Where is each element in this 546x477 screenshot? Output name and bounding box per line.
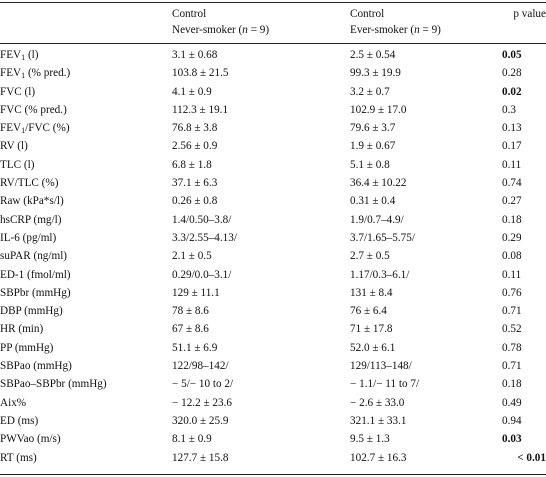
never-smoker-value: − 5/− 10 to 2/ [172,378,234,391]
row-label: Raw (kPa*s/l) [0,195,64,208]
ever-smoker-value: − 2.6 ± 33.0 [350,396,405,409]
ever-smoker-value: 71 ± 17.8 [350,323,393,336]
table-top-rule [0,2,546,3]
table-row [0,46,546,64]
header-never-line2: Never-smoker (n = 9) [172,24,270,36]
p-value: 0.11 [502,158,522,171]
row-label: PWVao (m/s) [0,433,61,446]
ever-smoker-value: 5.1 ± 0.8 [350,158,390,171]
ever-smoker-value: 102.7 ± 16.3 [350,451,407,464]
p-value: 0.28 [502,67,522,80]
table-row [0,156,546,174]
ever-smoker-value: 79.6 ± 3.7 [350,122,396,135]
p-value: 0.71 [502,360,522,373]
ever-smoker-value: 129/113–148/ [350,360,412,373]
ever-smoker-value: 1.17/0.3–6.1/ [350,268,410,281]
never-smoker-value: 6.8 ± 1.8 [172,158,212,171]
row-label: FVC (% pred.) [0,103,67,116]
table-row [0,412,546,430]
table-row [0,375,546,393]
p-value: 0.74 [502,177,522,190]
row-label: FVC (l) [0,85,36,98]
ever-smoker-value: 99.3 ± 19.9 [350,67,401,80]
p-value-significant: 0.03 [502,433,522,446]
never-smoker-value: 112.3 ± 19.1 [172,103,229,116]
never-smoker-value: 2.56 ± 0.9 [172,140,218,153]
never-smoker-value: 3.3/2.55–4.13/ [172,231,237,244]
p-value: 0.71 [502,305,522,318]
row-label: RT (ms) [0,451,37,464]
table-row [0,247,546,265]
p-value: 0.49 [502,396,522,409]
ever-smoker-value: 321.1 ± 33.1 [350,414,407,427]
never-smoker-value: 103.8 ± 21.5 [172,67,229,80]
never-smoker-value: 320.0 ± 25.9 [172,414,229,427]
header-ever-line2: Ever-smoker (n = 9) [350,24,441,36]
p-value: 0.52 [502,323,522,336]
row-label: TLC (l) [0,158,35,171]
never-smoker-value: 1.4/0.50–3.8/ [172,213,232,226]
row-label: Aix% [0,396,27,409]
ever-smoker-value: 131 ± 8.4 [350,286,393,299]
table-row [0,302,546,320]
row-label: ED-1 (fmol/ml) [0,268,71,281]
table-row [0,211,546,229]
ever-smoker-value: 0.31 ± 0.4 [350,195,396,208]
table-header-rule [0,43,546,44]
never-smoker-value: 37.1 ± 6.3 [172,177,218,190]
ever-smoker-value: 9.5 ± 1.3 [350,433,390,446]
table-row [0,320,546,338]
header-never-smoker [172,6,269,38]
header-never-line1: Control [172,8,207,20]
ever-smoker-value: 3.7/1.65–5.75/ [350,231,415,244]
header-ever-line1: Control [350,8,385,20]
row-label: RV/TLC (%) [0,177,59,190]
table-row [0,266,546,284]
ever-smoker-value: 102.9 ± 17.0 [350,103,407,116]
never-smoker-value: 2.1 ± 0.5 [172,250,212,263]
row-label: hsCRP (mg/l) [0,213,62,226]
p-value: 0.08 [502,250,522,263]
table-row [0,101,546,119]
header-p-value: p value [513,8,546,20]
row-label: HR (min) [0,323,44,336]
ever-smoker-value: 1.9/0.7–4.9/ [350,213,404,226]
table-row [0,119,546,137]
never-smoker-value: 127.7 ± 15.8 [172,451,229,464]
never-smoker-value: 122/98–142/ [172,360,229,373]
table-row [0,284,546,302]
ever-smoker-value: 2.7 ± 0.5 [350,250,390,263]
p-value: 0.94 [502,414,522,427]
never-smoker-value: 67 ± 8.6 [172,323,209,336]
ever-smoker-value: 3.2 ± 0.7 [350,85,390,98]
never-smoker-value: 0.26 ± 0.8 [172,195,218,208]
p-value-significant: 0.02 [502,85,522,98]
ever-smoker-value: 76 ± 6.4 [350,305,387,318]
row-label: IL-6 (pg/ml) [0,231,57,244]
p-value: 0.27 [502,195,522,208]
never-smoker-value: 76.8 ± 3.8 [172,122,218,135]
ever-smoker-value: − 1.1/− 11 to 7/ [350,378,420,391]
header-ever-smoker [350,6,441,38]
row-label: suPAR (ng/ml) [0,250,68,263]
row-label: DBP (mmHg) [0,305,63,318]
p-value: 0.76 [502,286,522,299]
row-label: $FEV_1$ (l) [0,49,39,62]
p-value: 0.13 [502,122,522,135]
p-value: 0.17 [502,140,522,153]
table-row [0,64,546,82]
p-value: 0.18 [502,213,522,226]
row-label: SBPao (mmHg) [0,360,72,373]
table-body [0,46,546,467]
never-smoker-value: 8.1 ± 0.9 [172,433,212,446]
never-smoker-value: 51.1 ± 6.9 [172,341,218,354]
p-value: 0.18 [502,378,522,391]
p-value: 0.11 [502,268,522,281]
never-smoker-value: 3.1 ± 0.68 [172,49,218,61]
p-value-significant: < 0.01 [517,451,546,464]
p-value-significant: 0.05 [502,49,522,61]
table-row [0,430,546,448]
row-label: ED (ms) [0,414,39,427]
row-label: SBPbr (mmHg) [0,286,71,299]
ever-smoker-value: 36.4 ± 10.22 [350,177,407,190]
table-row [0,174,546,192]
row-label: PP (mmHg) [0,341,54,354]
table-row [0,339,546,357]
row-label: RV (l) [0,140,28,153]
table-row [0,192,546,210]
row-label: $FEV_1$ (% pred.) [0,67,71,81]
p-value: 0.3 [502,103,516,116]
table-bottom-rule [0,474,546,475]
never-smoker-value: 0.29/0.0–3.1/ [172,268,232,281]
table-row [0,394,546,412]
p-value: 0.78 [502,341,522,354]
row-label: SBPao–SBPbr (mmHg) [0,378,107,391]
never-smoker-value: − 12.2 ± 23.6 [172,396,232,409]
ever-smoker-value: 2.5 ± 0.54 [350,49,396,61]
table-row [0,357,546,375]
table-row [0,137,546,155]
p-value: 0.29 [502,231,522,244]
table-row [0,229,546,247]
ever-smoker-value: 1.9 ± 0.67 [350,140,396,153]
row-label: $FEV_1$/FVC (%) [0,122,70,136]
table-row [0,449,546,467]
never-smoker-value: 129 ± 11.1 [172,286,220,299]
table-row [0,83,546,101]
never-smoker-value: 78 ± 8.6 [172,305,209,318]
ever-smoker-value: 52.0 ± 6.1 [350,341,396,354]
never-smoker-value: 4.1 ± 0.9 [172,85,212,98]
